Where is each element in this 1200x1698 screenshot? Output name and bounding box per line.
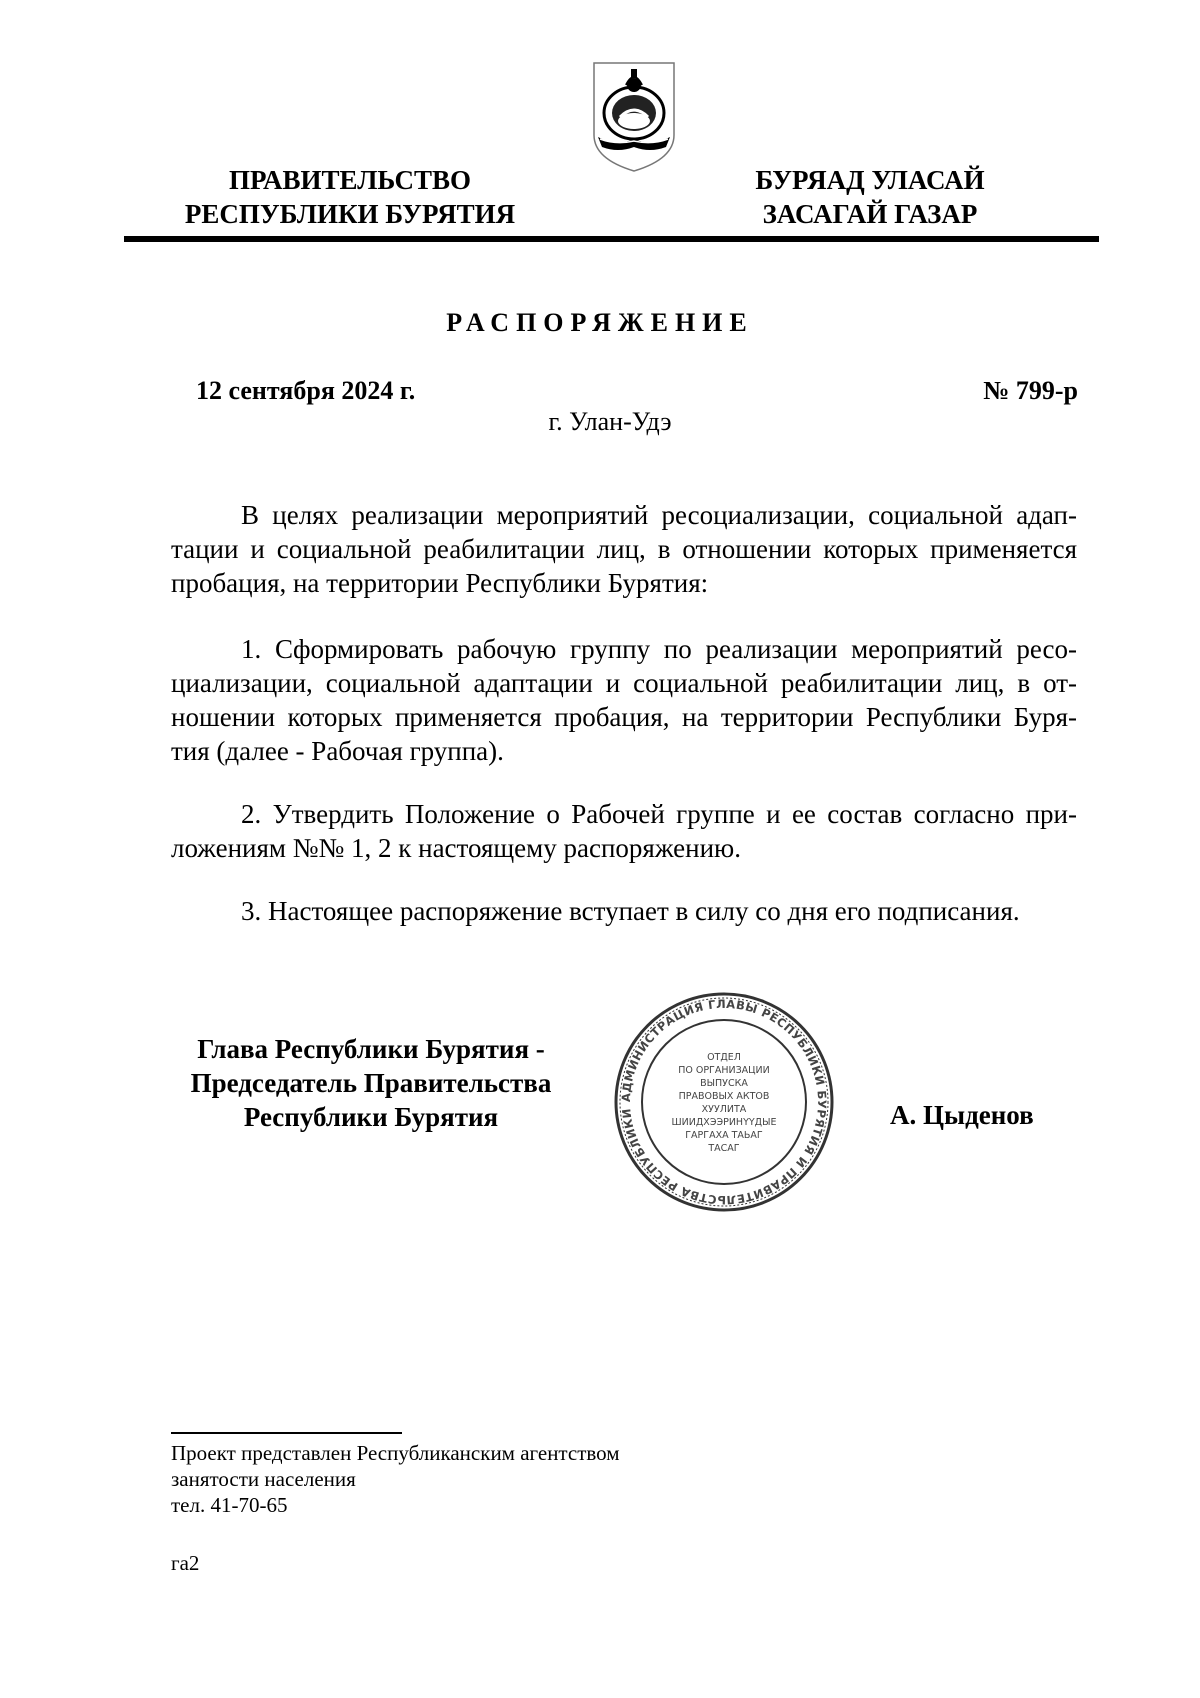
intro-line: тации и социальной реабилитации лиц, в отношении которых применяется xyxy=(171,534,1077,564)
header-right-line2: ЗАСАГАЙ ГАЗАР xyxy=(762,199,978,229)
document-number: № 799-р xyxy=(983,376,1078,405)
signatory-position-line1: Глава Республики Бурятия - xyxy=(197,1034,545,1064)
signatory-position-line2: Председатель Правительства xyxy=(190,1068,552,1098)
item-1-line: ношении которых применяется пробация, на территории Республики Буря- xyxy=(171,702,1077,732)
document-date: 12 сентября 2024 г. xyxy=(196,376,416,405)
header-left-line1: ПРАВИТЕЛЬСТВО xyxy=(228,165,472,195)
stamp-outer-text: АДМИНИСТРАЦИЯ ГЛАВЫ РЕСПУБЛИКИ БУРЯТИЯ И ПРАВИТЕЛЬСТВА РЕСПУБЛИКИ xyxy=(618,996,830,1208)
footnote-divider xyxy=(171,1432,402,1434)
official-stamp xyxy=(612,990,836,1214)
item-3-line: 3. Настоящее распоряжение вступает в силу со дня его подписания. xyxy=(241,896,1020,926)
document-city: г. Улан-Удэ xyxy=(548,407,672,436)
coat-of-arms-icon xyxy=(590,55,678,173)
item-1-line: 1. Сформировать рабочую группу по реализации мероприятий ресо- xyxy=(241,634,1077,664)
signatory-name: А. Цыденов xyxy=(890,1100,1034,1130)
item-2-line: 2. Утвердить Положение о Рабочей группе и ее состав согласно при- xyxy=(241,799,1077,829)
stamp-inner-line: ШИИДХЭЭРИНҮҮДЫЕ xyxy=(671,1117,777,1128)
header-right xyxy=(700,163,1040,231)
stamp-inner-line: ВЫПУСКА xyxy=(700,1078,748,1089)
stamp-inner-line: ТАСАГ xyxy=(708,1143,740,1154)
intro-line: пробация, на территории Республики Бурятия: xyxy=(171,568,709,598)
footnote-line1: Проект представлен Республиканским агентством xyxy=(171,1441,620,1465)
signatory-position xyxy=(156,1032,586,1134)
stamp-inner-line: ХУУЛИТА xyxy=(701,1104,747,1115)
item-2-paragraph xyxy=(171,797,1077,865)
item-1-paragraph xyxy=(171,632,1077,768)
stamp-inner-line: ОТДЕЛ xyxy=(707,1052,741,1063)
signatory-position-line3: Республики Бурятия xyxy=(243,1102,499,1132)
stamp-inner-line: ГАРГАХА ТАЬАГ xyxy=(685,1130,763,1141)
footnote xyxy=(171,1440,620,1518)
intro-line: В целях реализации мероприятий ресоциализации, социальной адап- xyxy=(241,500,1077,530)
item-2-line: ложениям №№ 1, 2 к настоящему распоряжению. xyxy=(171,833,741,863)
header-left-line2: РЕСПУБЛИКИ БУРЯТИЯ xyxy=(184,199,516,229)
stamp-inner-line: ПО ОРГАНИЗАЦИИ xyxy=(678,1065,770,1076)
intro-paragraph xyxy=(171,498,1077,600)
item-3-paragraph xyxy=(171,894,1077,928)
item-1-line: тия (далее - Рабочая группа). xyxy=(171,736,504,766)
document-type-title: РАСПОРЯЖЕНИЕ xyxy=(446,308,754,337)
footnote-line2: занятости населения xyxy=(171,1467,356,1491)
item-1-line: циализации, социальной адаптации и социальной реабилитации лиц, в от- xyxy=(171,668,1077,698)
footnote-line3: тел. 41-70-65 xyxy=(171,1493,288,1517)
header-divider xyxy=(124,236,1099,242)
document-code: га2 xyxy=(171,1551,200,1575)
header-right-line1: БУРЯАД УЛАСАЙ xyxy=(755,165,985,195)
stamp-inner-line: ПРАВОВЫХ АКТОВ xyxy=(678,1091,770,1102)
header-left xyxy=(160,163,540,231)
